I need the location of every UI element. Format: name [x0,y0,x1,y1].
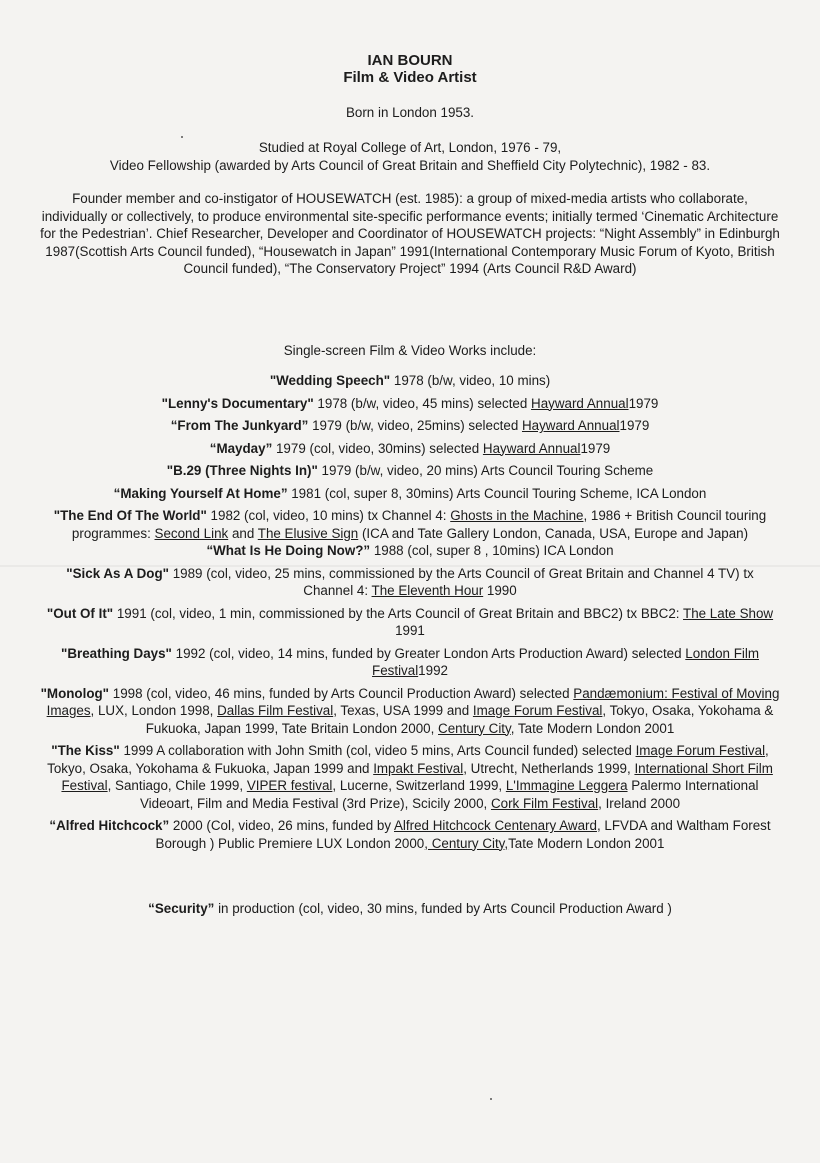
work-title: "The End Of The World" [53,508,207,523]
work-title: “From The Junkyard” [170,418,309,433]
work-details: in production (col, video, 30 mins, funded by Arts Council Production Award ) [214,901,672,916]
work-details: 1998 (col, video, 46 mins, funded by Arts Council Production Award) selected [109,685,574,701]
work-details: , Santiago, Chile 1999, [107,778,247,793]
work-details: 2000 (Col, video, 26 mins, funded by [169,818,394,833]
work-venue-link: Hayward Annual [482,440,581,456]
cv-header [40,52,780,86]
work-entry [40,645,780,680]
work-details: 1999 A collaboration with John Smith (col, video 5 mins, Arts Council funded) selected [119,743,636,758]
work-title: "Lenny's Documentary" [161,395,314,411]
education-line: Studied at Royal College of Art, London, 1976 - 79, [258,140,562,155]
work-venue-link: The Eleventh Hour [371,583,484,598]
fellowship-line: Video Fellowship (awarded by Arts Council of Great Britain and Sheffield City Polytechnic), 1982 - 83. [109,157,711,173]
work-entry [40,395,780,413]
work-details: , LUX, London 1998, [90,703,218,718]
work-title: "The Kiss" [51,743,120,758]
work-title: “Alfred Hitchcock” [49,818,170,833]
work-entry-security [40,900,780,918]
work-details: 1992 (col, video, 14 mins, funded by Greater London Arts Production Award) selected [171,645,686,661]
work-details: , Utrecht, Netherlands 1999, [463,760,635,776]
work-title: "Wedding Speech" [269,373,391,388]
housewatch-paragraph: Founder member and co-instigator of HOUSEWATCH (est. 1985): a group of mixed-media artists who collaborate, individually or collectively, to produce environmental site-specific performance events; initially termed ‘Cinematic Architecture for the Pedestrian’. Chief Researcher, Developer and Coordinator of HOUSEWATCH projects: “Night Assembly” in Edinburgh 1987(Scottish Arts Council funded), “Housewatch in Japan” 1991(International Contemporary Music Forum of Kyoto, British Council funded), “The Conservatory Project” 1994 (Arts Council R&D Award) [40,191,780,276]
work-venue-link: Impakt Festival [373,760,464,776]
work-details: , Tate Modern London 2001 [510,720,675,736]
work-details: 1979 [628,395,659,411]
work-details: 1992 [418,663,448,678]
work-venue-link: Ghosts in the Machine [450,508,584,523]
work-entry [40,440,780,458]
work-title: "Out Of It" [46,605,114,621]
work-venue-link: Second Link [154,525,229,541]
work-title: “Mayday” [209,440,273,456]
work-entry [40,685,780,738]
work-entry [40,462,780,480]
work-title: "Sick As A Dog" [66,565,169,581]
work-details: 1981 (col, super 8, 30mins) Arts Council Touring Scheme, ICA London [287,485,707,501]
work-venue-link: London Film Festival [372,645,759,678]
work-venue-link: Image Forum Festival [472,703,603,718]
work-details: 1979 [580,440,611,456]
work-venue-link: Cork Film Festival [490,795,599,811]
work-details: 1989 (col, video, 25 mins, commissioned by the Arts Council of Great Britain and Channel 4 TV) tx Channel 4: [168,565,754,598]
work-venue-link: International Short Film Festival [61,760,773,793]
education-block [40,139,780,174]
work-details: , Ireland 2000 [598,795,681,811]
born-line: Born in London 1953. [345,105,475,120]
work-details: 1988 (col, super 8 , 10mins) ICA London [370,543,614,558]
cv-page [40,0,780,1163]
work-details: and [228,525,258,541]
work-details: , LFVDA and Waltham Forest Borough ) Public Premiere LUX London 2000 [155,818,771,851]
work-venue-link: VIPER festival [246,778,333,793]
work-title: "Monolog" [40,685,110,701]
work-details: (ICA and Tate Gallery London, Canada, USA, Europe and Japan) [358,525,749,541]
work-title: “Making Yourself At Home” [113,485,288,501]
work-details: 1979 (b/w, video, 25mins) selected [308,418,522,433]
work-venue-link: Dallas Film Festival [217,703,334,718]
work-details: 1978 (b/w, video, 45 mins) selected [313,395,532,411]
work-details: , Tokyo, Osaka, Yokohama & Fukuoka, Japan 1999 and [47,743,769,776]
work-title: "Breathing Days" [60,645,172,661]
work-venue-link: Pandæmonium: Festival of Moving Images [46,685,780,718]
work-title: “What Is He Doing Now?” [206,543,371,558]
work-title: “Security” [148,901,215,916]
work-details: 1991 [395,623,425,638]
work-details: , Lucerne, Switzerland 1999, [332,778,506,793]
works-list [40,372,780,857]
work-details: 1979 (b/w, video, 20 mins) Arts Council Touring Scheme [317,463,654,478]
work-details: , Texas, USA 1999 and [333,703,473,718]
work-details: , 1986 + British Council touring programmes: [71,508,767,541]
work-venue-link: The Elusive Sign [257,525,359,541]
work-details: 1991 (col, video, 1 min, commissioned by the Arts Council of Great Britain and BBC2) tx BBC2: [113,605,684,621]
work-entry [40,542,780,560]
work-venue-link: The Late Show [683,605,774,621]
work-entry [40,605,780,640]
work-venue-link: Hayward Annual [531,395,629,411]
work-details: Palermo International Videoart, Film and Media Festival (3rd Prize), Scicily 2000, [139,778,759,811]
work-details: 1990 [483,583,517,598]
work-entry [40,372,780,390]
work-entry [40,417,780,435]
work-venue-link: Hayward Annual [521,418,620,433]
work-details: 1979 [619,418,650,433]
work-details: 1979 (col, video, 30mins) selected [272,440,483,456]
work-entry [40,485,780,503]
work-venue-link: Image Forum Festival [635,743,766,758]
artist-name: IAN BOURN [367,52,453,69]
work-details: 1978 (b/w, video, 10 mins) [390,373,551,388]
work-entry [40,507,780,542]
work-details: Tate Modern London 2001 [508,835,665,851]
work-title: "B.29 (Three Nights In)" [166,463,318,478]
work-venue-link: Century City [438,720,511,736]
work-venue-link: , Century City, [424,835,509,851]
work-entry [40,817,780,852]
work-venue-link: L'Immagine Leggera [505,778,628,793]
work-entry [40,742,780,812]
artist-role: Film & Video Artist [343,69,477,86]
work-details: 1982 (col, video, 10 mins) tx Channel 4: [206,508,451,523]
work-venue-link: Alfred Hitchcock Centenary Award [394,818,597,833]
work-details: , Tokyo, Osaka, Yokohama & Fukuoka, Japan 1999, Tate Britain London 2000, [145,703,774,736]
work-entry [40,565,780,600]
works-intro: Single-screen Film & Video Works include: [283,343,537,358]
